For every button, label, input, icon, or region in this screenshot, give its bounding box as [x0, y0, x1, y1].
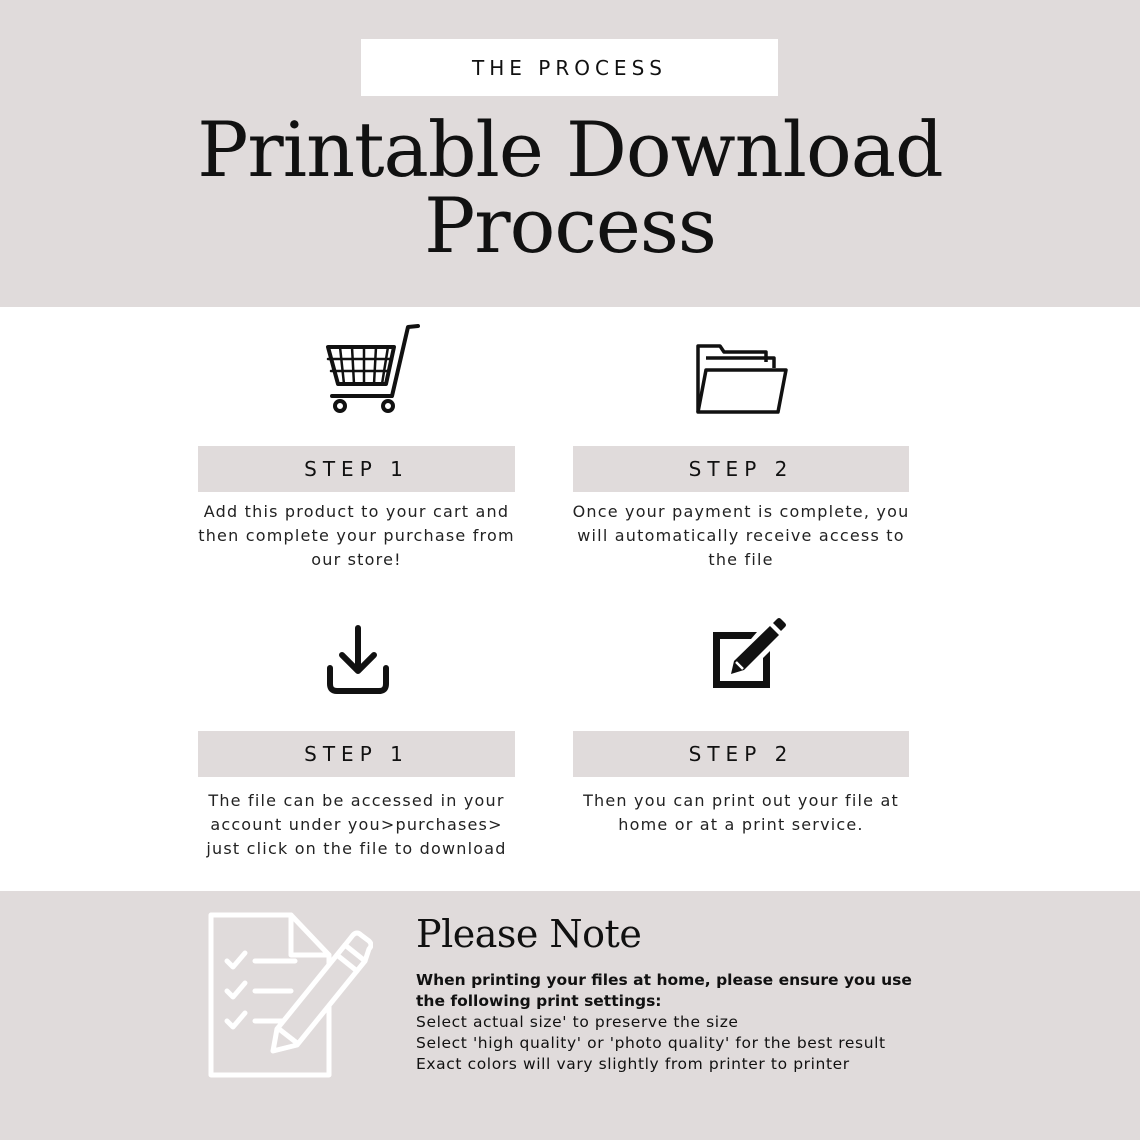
step-2-line-1: Once your payment is complete, you — [572, 502, 910, 521]
note-item-2: Select 'high quality' or 'photo quality' for the best result — [416, 1034, 886, 1052]
step-3-description — [188, 789, 525, 861]
step-1-bar — [198, 446, 515, 492]
folder-icon — [694, 342, 788, 416]
step-2-line-3: the file — [708, 550, 774, 569]
step-1-line-1: Add this product to your cart and — [203, 502, 510, 521]
download-icon — [325, 624, 391, 696]
step-4-line-1: Then you can print out your file at — [583, 791, 899, 810]
note-item-3: Exact colors will vary slightly from printer to printer — [416, 1055, 850, 1073]
step-3-line-3: just click on the file to download — [206, 839, 507, 858]
step-1-line-2: then complete your purchase from — [198, 526, 515, 545]
note-intro — [416, 970, 936, 1012]
step-3-line-1: The file can be accessed in your — [208, 791, 505, 810]
step-3-line-2: account under you>purchases> — [210, 815, 503, 834]
title-line-1: Printable Download — [197, 105, 943, 194]
note-intro-line-1: When printing your files at home, please ensure you use — [416, 971, 912, 989]
step-4-label: STEP 2 — [688, 742, 794, 766]
edit-icon — [709, 618, 787, 690]
step-2-line-2: will automatically receive access to — [577, 526, 905, 545]
step-1-label: STEP 1 — [304, 457, 409, 481]
note-item-1: Select actual size' to preserve the size — [416, 1013, 739, 1031]
step-3-bar — [198, 731, 515, 777]
note-title: Please Note — [416, 912, 642, 956]
step-4-bar — [573, 731, 909, 777]
step-2-label: STEP 2 — [688, 457, 794, 481]
step-4-description — [563, 789, 919, 837]
shopping-cart-icon — [322, 320, 426, 418]
step-1-description — [188, 500, 525, 572]
page-title — [0, 105, 1140, 270]
step-3-label: STEP 1 — [304, 742, 409, 766]
step-2-description — [563, 500, 919, 572]
section-kicker — [361, 39, 778, 96]
step-4-line-2: home or at a print service. — [618, 815, 864, 834]
step-1-line-3: our store! — [311, 550, 402, 569]
note-intro-line-2: the following print settings: — [416, 992, 662, 1010]
kicker-text: THE PROCESS — [472, 55, 667, 80]
step-2-bar — [573, 446, 909, 492]
title-line-2: Process — [424, 181, 716, 270]
checklist-pencil-icon — [207, 911, 373, 1079]
